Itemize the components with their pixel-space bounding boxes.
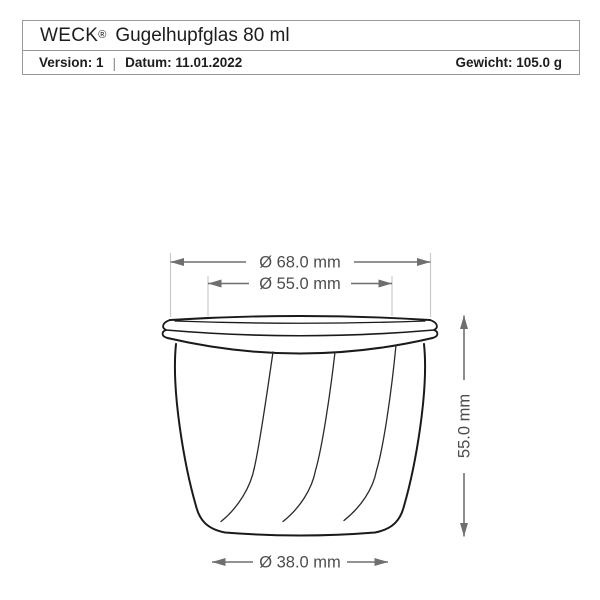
version-label: Version: 1 <box>39 55 104 70</box>
dimension-bottom-diameter <box>212 554 388 572</box>
brand-name: WECK <box>40 24 99 46</box>
dim-label-bottom-diameter: Ø 38.0 mm <box>259 553 341 572</box>
arrowhead-left-icon <box>212 558 226 566</box>
dimension-top-inner-diameter <box>208 275 392 293</box>
dimension-height <box>456 316 474 537</box>
arrowhead-right-icon <box>375 558 389 566</box>
swirl-lines <box>221 345 396 522</box>
registered-trademark-symbol: ® <box>98 28 107 41</box>
product-name: Gugelhupfglas 80 ml <box>115 24 290 46</box>
jar-body <box>175 344 425 536</box>
arrowhead-right-icon <box>379 280 393 288</box>
date-label: Datum: 11.01.2022 <box>125 55 243 70</box>
dimension-top-outer-diameter <box>171 254 431 272</box>
rim-top-edge <box>170 316 430 320</box>
meta-separator: | <box>112 54 117 71</box>
weight-label: Gewicht: 105.0 g <box>455 55 562 70</box>
arrowhead-up-icon <box>460 316 468 330</box>
arrowhead-left-icon <box>208 280 222 288</box>
arrowhead-down-icon <box>460 523 468 537</box>
arrowhead-left-icon <box>171 258 185 266</box>
body-outline <box>175 344 425 536</box>
rim-mid-band <box>166 330 434 336</box>
rim-inner-opening <box>175 321 425 323</box>
dim-label-outer-diameter: Ø 68.0 mm <box>259 253 341 272</box>
rim-right-bulge <box>430 320 437 338</box>
rim-left-bulge <box>163 320 170 338</box>
rim-bottom-band <box>168 338 433 354</box>
dim-label-inner-diameter: Ø 55.0 mm <box>259 275 341 293</box>
swirl-line-middle <box>283 352 335 522</box>
arrowhead-right-icon <box>417 258 431 266</box>
swirl-line-left <box>221 352 273 522</box>
dim-label-height: 55.0 mm <box>455 393 474 459</box>
swirl-line-right <box>344 345 396 521</box>
